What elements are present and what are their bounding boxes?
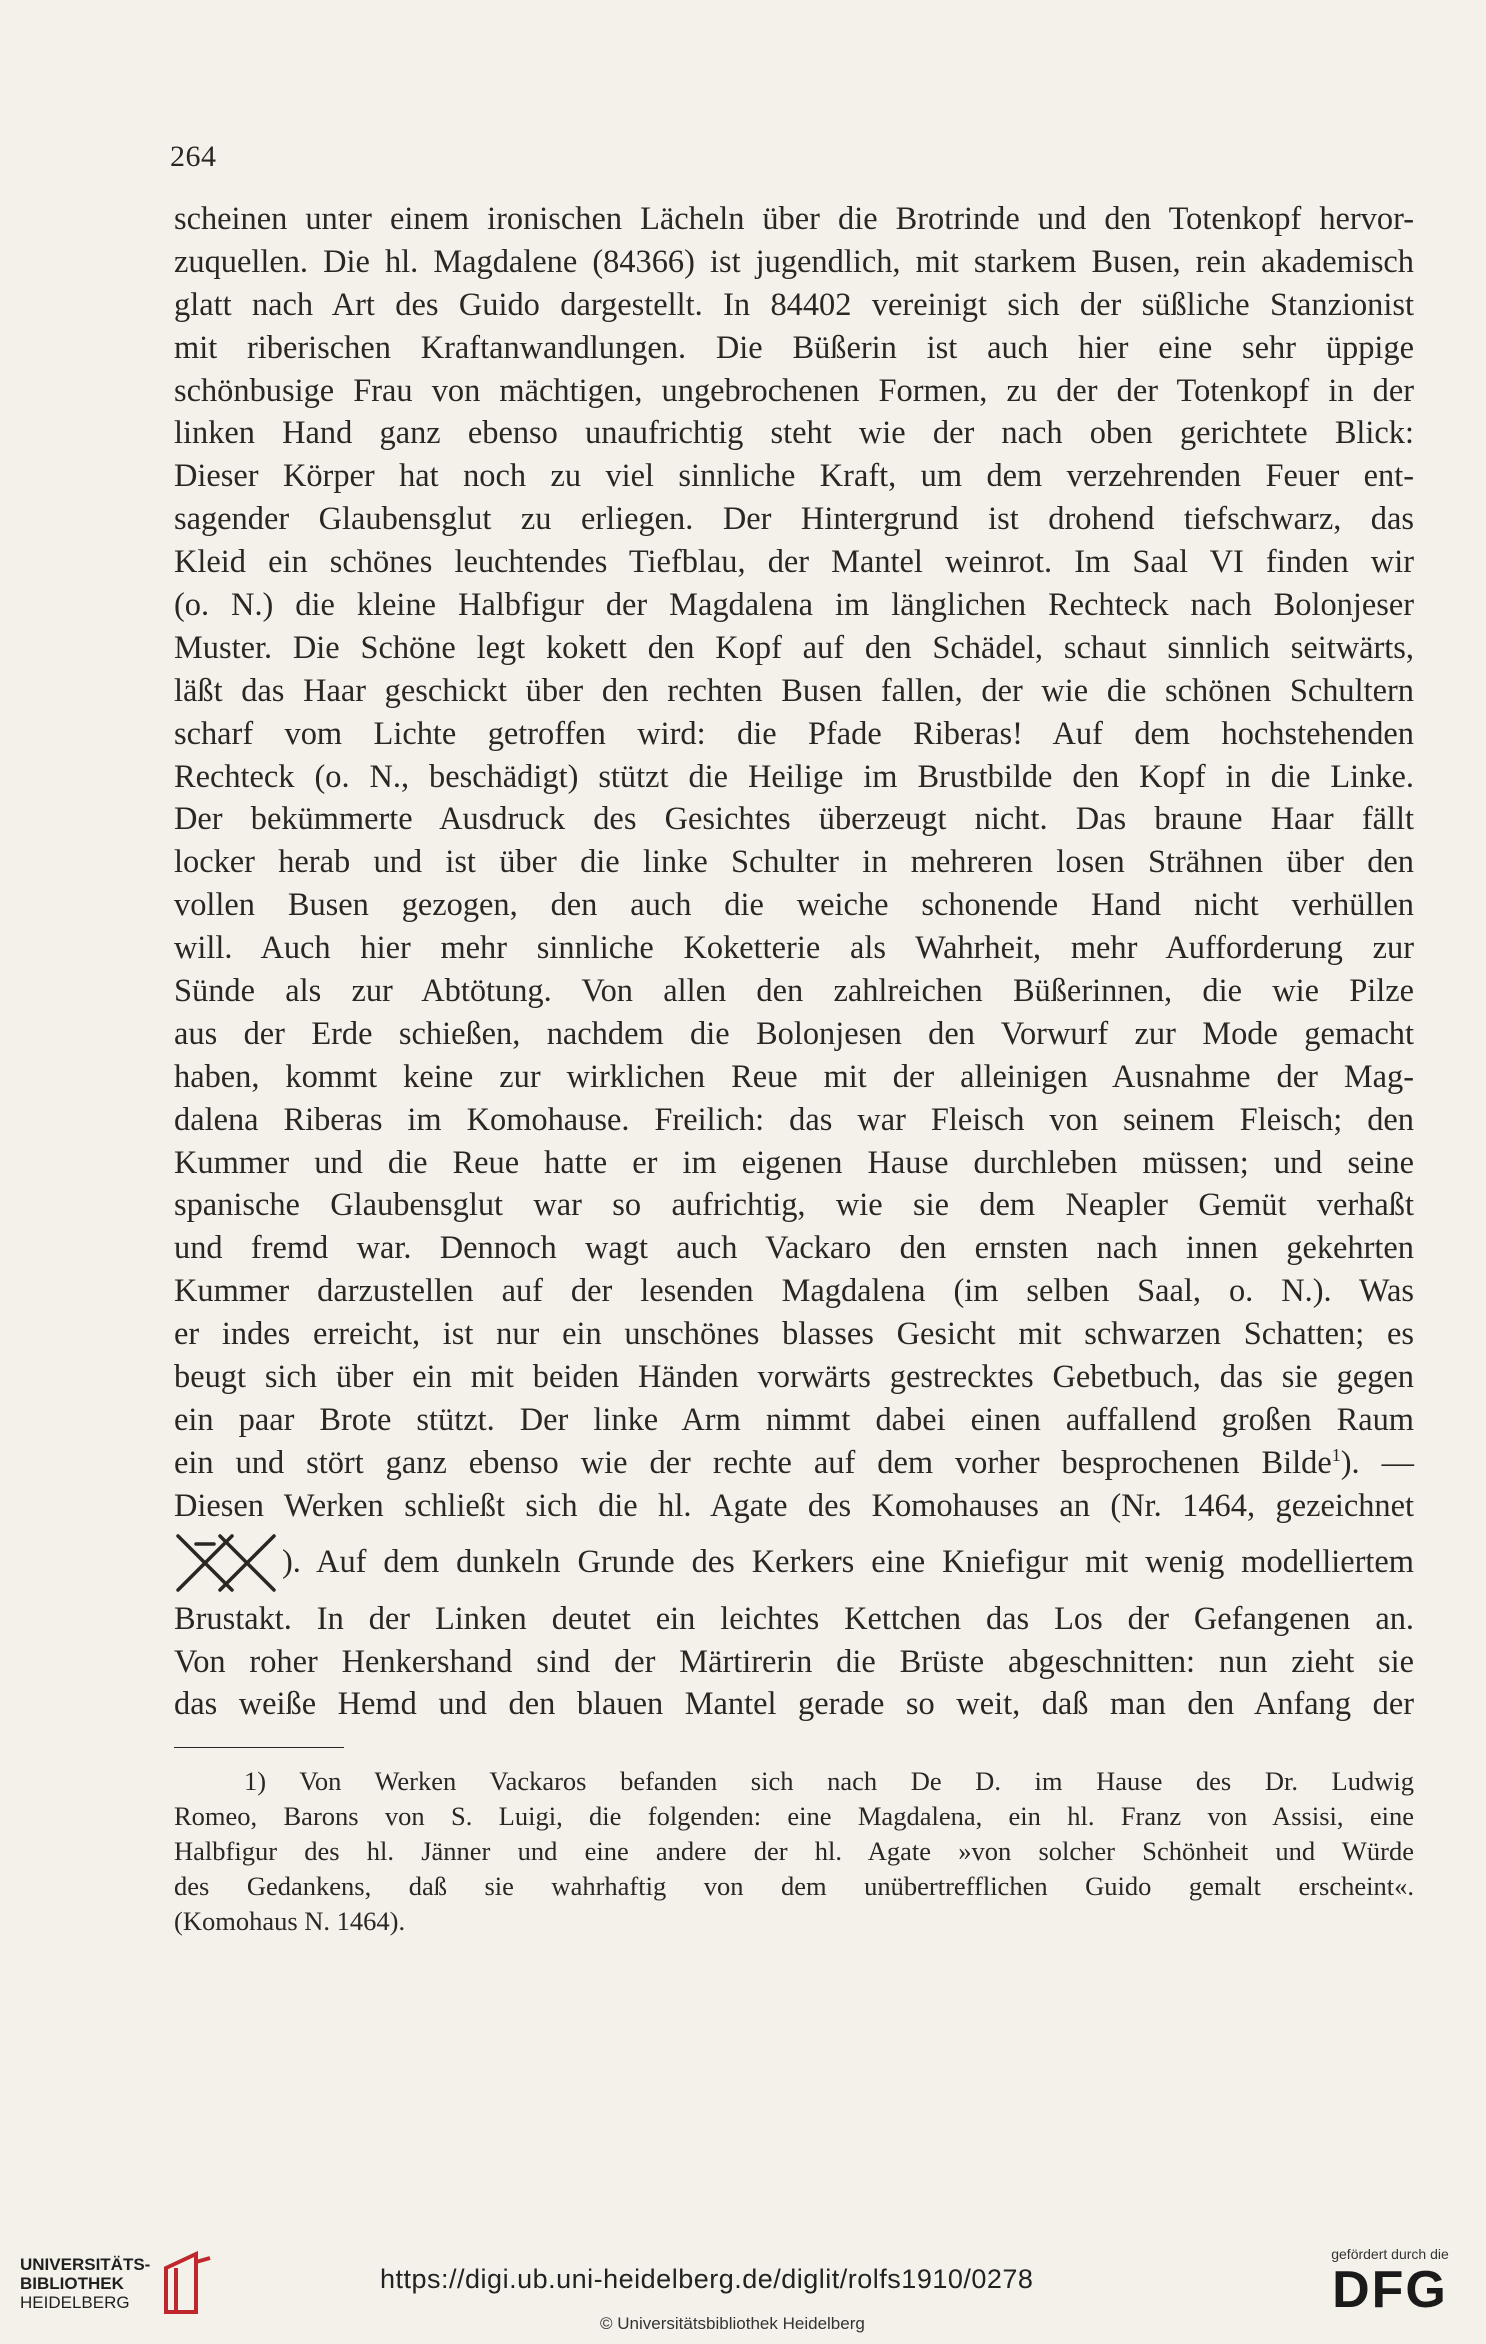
body-text	[174, 198, 1414, 1726]
text-line: Dieser Körper hat noch zu viel sinnliche Kraft, um dem verzehrenden Feuer ent-	[174, 458, 1414, 495]
text-line: zuquellen. Die hl. Magdalene (84366) ist jugendlich, mit starkem Busen, rein akademisch	[174, 243, 1414, 280]
text-line: Kleid ein schönes leuchtendes Tiefblau, der Mantel weinrot. Im Saal VI finden wir	[174, 544, 1414, 581]
copyright-notice: © Universitätsbibliothek Heidelberg	[600, 2314, 865, 2333]
text-line: er indes erreicht, ist nur ein unschönes blasses Gesicht mit schwarzen Schatten; es	[174, 1316, 1414, 1353]
text-line: läßt das Haar geschickt über den rechten Busen fallen, der wie die schönen Schultern	[174, 672, 1414, 709]
text-line: spanische Glaubensglut war so aufrichtig, wie sie dem Neapler Gemüt verhaßt	[174, 1187, 1414, 1224]
text-line: vollen Busen gezogen, den auch die weiche schonende Hand nicht verhüllen	[174, 887, 1414, 924]
footnote-line: des Gedankens, daß sie wahrhaftig von dem unübertrefflichen Guido gemalt erscheint«.	[174, 1871, 1414, 1901]
text-line: das weiße Hemd und den blauen Mantel gerade so weit, daß man den Anfang der	[174, 1686, 1414, 1723]
text-line: und fremd war. Dennoch wagt auch Vackaro den ernsten nach innen gekehrten	[174, 1230, 1414, 1267]
text-line: Sünde als zur Abtötung. Von allen den zahlreichen Büßerinnen, die wie Pilze	[174, 973, 1414, 1010]
permalink-url[interactable]: https://digi.ub.uni-heidelberg.de/diglit/rolfs1910/0278	[380, 2264, 1034, 2294]
monogram-line	[174, 1528, 1414, 1598]
footnote-rule	[174, 1747, 344, 1748]
text-line: Kummer und die Reue hatte er im eigenen Hause durchleben müssen; und seine	[174, 1144, 1414, 1181]
text-line: haben, kommt keine zur wirklichen Reue mit der alleinigen Ausnahme der Mag-	[174, 1058, 1414, 1095]
text-line: Der bekümmerte Ausdruck des Gesichtes überzeugt nicht. Das braune Haar fällt	[174, 801, 1414, 838]
text-line: will. Auch hier mehr sinnliche Koketterie als Wahrheit, mehr Aufforderung zur	[174, 930, 1414, 967]
artist-monogram-icon	[174, 1530, 278, 1596]
footer	[0, 2236, 1486, 2344]
line-tail: ). —	[1340, 1444, 1414, 1481]
footnote-line: (Komohaus N. 1464).	[174, 1906, 406, 1936]
footnote	[174, 1764, 1414, 1939]
library-logo[interactable]	[20, 2248, 216, 2318]
text-line: linken Hand ganz ebenso unaufrichtig steht wie der nach oben gerichtete Blick:	[174, 415, 1414, 452]
monogram-line-text: ). Auf dem dunkeln Grunde des Kerkers eine Kniefigur mit wenig modelliertem	[282, 1544, 1414, 1581]
library-name-line: BIBLIOTHEK	[20, 2273, 124, 2293]
text-line: aus der Erde schießen, nachdem die Bolonjesen den Vorwurf zur Mode gemacht	[174, 1015, 1414, 1052]
text-line: glatt nach Art des Guido dargestellt. In 84402 vereinigt sich der süßliche Stanzionist	[174, 286, 1414, 323]
text-line: dalena Riberas im Komohause. Freilich: das war Fleisch von seinem Fleisch; den	[174, 1101, 1414, 1138]
text-line: Von roher Henkershand sind der Märtirerin die Brüste abgeschnitten: nun zieht sie	[174, 1643, 1414, 1680]
text-line: mit riberischen Kraftanwandlungen. Die Büßerin ist auch hier eine sehr üppige	[174, 329, 1414, 366]
page-number: 264	[170, 140, 217, 173]
dfg-funding	[1310, 2246, 1470, 2318]
footnote-ref: 1	[1331, 1445, 1341, 1466]
dfg-logo: DFG	[1332, 2261, 1448, 2319]
library-emblem-icon	[156, 2248, 216, 2318]
text-line: Diesen Werken schließt sich die hl. Agate des Komohauses an (Nr. 1464, gezeichnet	[174, 1487, 1414, 1524]
text-line-with-footnote-ref	[174, 1442, 1414, 1485]
library-name-line: HEIDELBERG	[20, 2292, 130, 2312]
text-line: Rechteck (o. N., beschädigt) stützt die Heilige im Brustbilde den Kopf in die Linke.	[174, 758, 1414, 795]
text-line: (o. N.) die kleine Halbfigur der Magdalena im länglichen Rechteck nach Bolonjeser	[174, 587, 1414, 624]
footnote-line: 1) Von Werken Vackaros befanden sich nach De D. im Hause des Dr. Ludwig	[244, 1766, 1414, 1796]
text-line: locker herab und ist über die linke Schulter in mehreren losen Strähnen über den	[174, 844, 1414, 881]
text-line: Muster. Die Schöne legt kokett den Kopf auf den Schädel, schaut sinnlich seitwärts,	[174, 629, 1414, 666]
text-line: Brustakt. In der Linken deutet ein leichtes Kettchen das Los der Gefangenen an.	[174, 1600, 1414, 1637]
footnote-line: Romeo, Barons von S. Luigi, die folgenden: eine Magdalena, ein hl. Franz von Assisi, eine	[174, 1801, 1414, 1831]
text-line: sagender Glaubensglut zu erliegen. Der Hintergrund ist drohend tiefschwarz, das	[174, 501, 1414, 538]
text-line: scharf vom Lichte getroffen wird: die Pfade Riberas! Auf dem hochstehenden	[174, 715, 1414, 752]
text-line: beugt sich über ein mit beiden Händen vorwärts gestrecktes Gebetbuch, das sie gegen	[174, 1359, 1414, 1396]
footnote-line: Halbfigur des hl. Jänner und eine andere der hl. Agate »von solcher Schönheit und Würde	[174, 1836, 1414, 1866]
line-text: ein und stört ganz ebenso wie der rechte auf dem vorher besprochenen Bilde	[174, 1444, 1332, 1481]
library-name	[20, 2255, 150, 2312]
text-line: Kummer darzustellen auf der lesenden Magdalena (im selben Saal, o. N.). Was	[174, 1273, 1414, 1310]
text-line: ein paar Brote stützt. Der linke Arm nimmt dabei einen auffallend großen Raum	[174, 1401, 1414, 1438]
library-name-line: UNIVERSITÄTS-	[20, 2254, 151, 2274]
text-line: scheinen unter einem ironischen Lächeln über die Brotrinde und den Totenkopf hervor-	[174, 201, 1414, 237]
dfg-caption: gefördert durch die	[1331, 2246, 1449, 2262]
text-line: schönbusige Frau von mächtigen, ungebrochenen Formen, zu der der Totenkopf in der	[174, 372, 1414, 409]
